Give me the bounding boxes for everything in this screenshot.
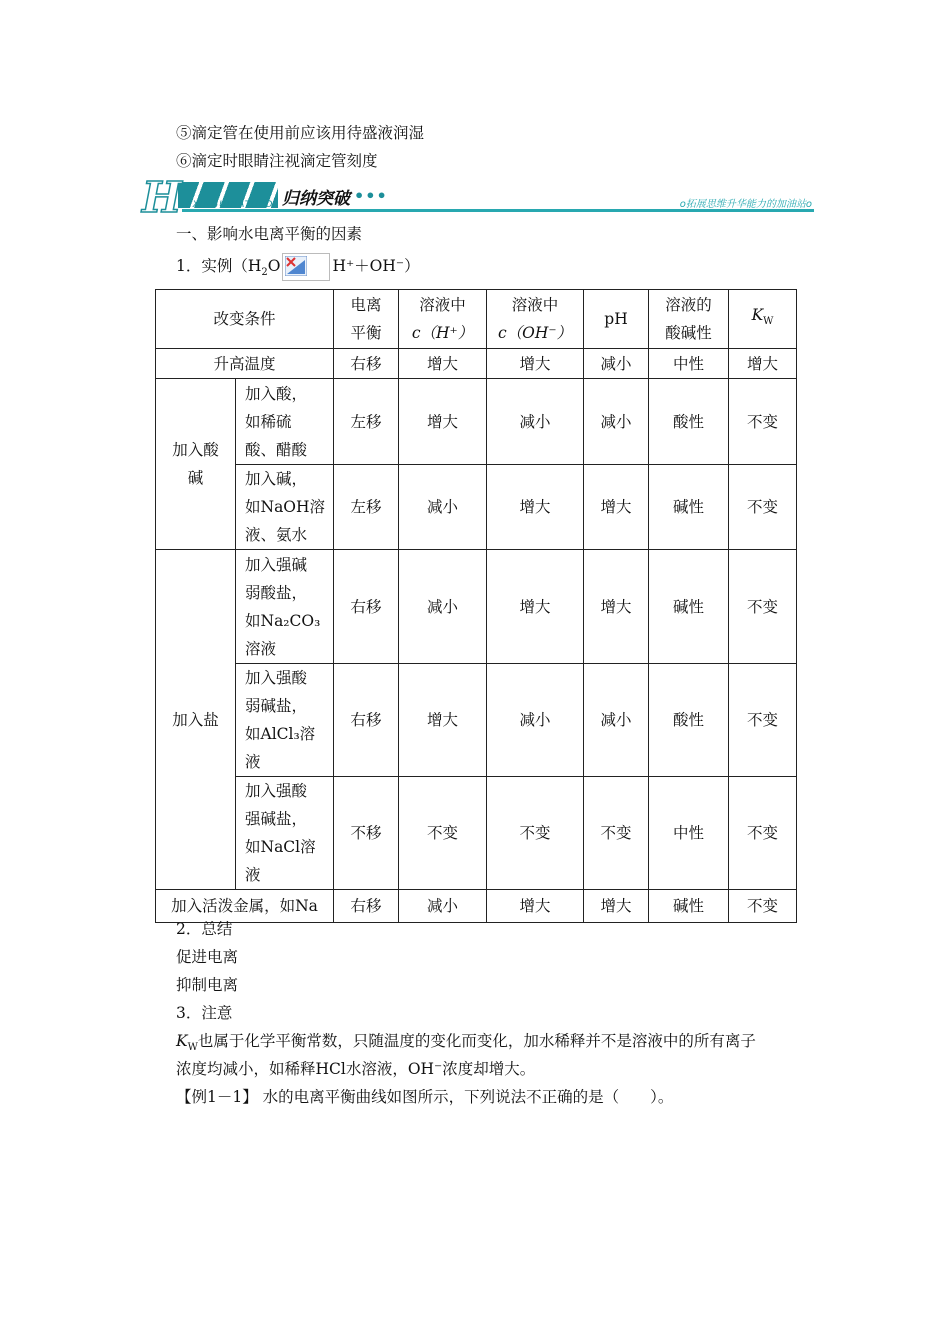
cell-shift: 不移	[334, 777, 399, 890]
banner-dots: •••	[354, 186, 388, 205]
cell-ph: 减小	[584, 379, 649, 465]
cell-acidity: 碱性	[649, 550, 729, 664]
cell-acidity: 酸性	[649, 664, 729, 777]
example-suffix: H⁺＋OH⁻）	[332, 257, 420, 275]
section-banner	[142, 173, 814, 222]
example-1-1: 【例1－1】 水的电离平衡曲线如图所示，下列说法不正确的是（ ）。	[176, 1088, 674, 1106]
banner-letter: H	[142, 173, 182, 222]
banner-slogan: o拓展思维升华能力的加油站o	[679, 199, 812, 210]
cell-ph: 增大	[584, 550, 649, 664]
cell-condition: 加入酸， 如稀硫 酸、醋酸	[236, 379, 334, 465]
cell-shift: 右移	[334, 550, 399, 664]
cell-group: 升高温度	[156, 349, 334, 379]
cell-kw: 增大	[729, 349, 797, 379]
cell-ch: 增大	[399, 664, 487, 777]
cell-kw: 不变	[729, 890, 797, 923]
table-row	[156, 664, 797, 777]
table-row	[156, 777, 797, 890]
cell-ch: 不变	[399, 777, 487, 890]
example-mid: O	[267, 257, 281, 275]
cell-kw: 不变	[729, 379, 797, 465]
section3-heading: 3．注意	[176, 1004, 233, 1022]
summary-promote: 促进电离	[176, 948, 239, 966]
section1-heading: 一、影响水电离平衡的因素	[176, 225, 363, 243]
cell-kw: 不变	[729, 777, 797, 890]
banner-pinyin: EXINGUINATUPO	[186, 200, 274, 210]
cell-coh: 增大	[487, 465, 584, 550]
note-kw-sub: W	[187, 1042, 198, 1054]
cell-acidity: 酸性	[649, 379, 729, 465]
section1-example	[176, 253, 420, 286]
cell-ch: 增大	[399, 379, 487, 465]
cell-ch: 减小	[399, 550, 487, 664]
ionization-factors-table	[155, 289, 797, 923]
header-ph: pH	[584, 290, 649, 349]
cell-acidity: 中性	[649, 349, 729, 379]
cell-kw: 不变	[729, 550, 797, 664]
example-h2o-sub: 2	[261, 267, 268, 279]
intro-item-5: ⑤滴定管在使用前应该用待盛液润湿	[176, 124, 425, 142]
cell-group-salt: 加入盐	[156, 550, 236, 890]
header-condition: 改变条件	[156, 290, 334, 349]
note-paragraph-line1	[176, 1031, 756, 1058]
cell-ph: 减小	[584, 349, 649, 379]
cell-ph: 不变	[584, 777, 649, 890]
cell-condition: 加入强酸 弱碱盐， 如AlCl₃溶 液	[236, 664, 334, 777]
summary-inhibit: 抑制电离	[176, 976, 239, 994]
cell-condition: 加入碱， 如NaOH溶 液、氨水	[236, 465, 334, 550]
table-header-row	[156, 290, 797, 349]
table-row	[156, 465, 797, 550]
intro-item-6: ⑥滴定时眼睛注视滴定管刻度	[176, 152, 378, 170]
cell-ch: 增大	[399, 349, 487, 379]
equilibrium-arrow-image	[282, 253, 330, 281]
cell-coh: 增大	[487, 349, 584, 379]
cell-condition: 加入强碱 弱酸盐， 如Na₂CO₃ 溶液	[236, 550, 334, 664]
cell-group: 加入活泼金属，如Na	[156, 890, 334, 923]
cell-coh: 不变	[487, 777, 584, 890]
cell-ph: 减小	[584, 664, 649, 777]
section2-heading: 2．总结	[176, 920, 233, 938]
cell-shift: 左移	[334, 379, 399, 465]
cell-ch: 减小	[399, 465, 487, 550]
cell-acidity: 中性	[649, 777, 729, 890]
cell-group-acid-base: 加入酸 碱	[156, 379, 236, 550]
note-paragraph-line2: 浓度均减小，如稀释HCl水溶液，OH⁻浓度却增大。	[176, 1060, 536, 1078]
table-row	[156, 890, 797, 923]
cell-ph: 增大	[584, 465, 649, 550]
table-row	[156, 349, 797, 379]
example-prefix: 1．实例（H	[176, 257, 262, 275]
cell-condition: 加入强酸 强碱盐， 如NaCl溶 液	[236, 777, 334, 890]
header-coh: 溶液中 c（OH⁻）	[487, 290, 584, 349]
note-text-1: 也属于化学平衡常数，只随温度的变化而变化，加水稀释并不是溶液中的所有离子	[197, 1032, 756, 1050]
table-row	[156, 550, 797, 664]
note-kw: K	[176, 1032, 188, 1050]
cell-coh: 增大	[487, 550, 584, 664]
header-kw: $K_W$	[729, 290, 797, 349]
cell-shift: 左移	[334, 465, 399, 550]
cell-acidity: 碱性	[649, 890, 729, 923]
cell-coh: 减小	[487, 664, 584, 777]
cell-ph: 增大	[584, 890, 649, 923]
cell-shift: 右移	[334, 890, 399, 923]
banner-title: 归纳突破	[282, 189, 350, 209]
header-shift: 电离 平衡	[334, 290, 399, 349]
header-ch: 溶液中 c（H⁺）	[399, 290, 487, 349]
cell-kw: 不变	[729, 664, 797, 777]
header-acidity: 溶液的 酸碱性	[649, 290, 729, 349]
cell-shift: 右移	[334, 349, 399, 379]
cell-kw: 不变	[729, 465, 797, 550]
table-row	[156, 379, 797, 465]
cell-acidity: 碱性	[649, 465, 729, 550]
cell-ch: 减小	[399, 890, 487, 923]
cell-coh: 增大	[487, 890, 584, 923]
cell-shift: 右移	[334, 664, 399, 777]
cell-coh: 减小	[487, 379, 584, 465]
